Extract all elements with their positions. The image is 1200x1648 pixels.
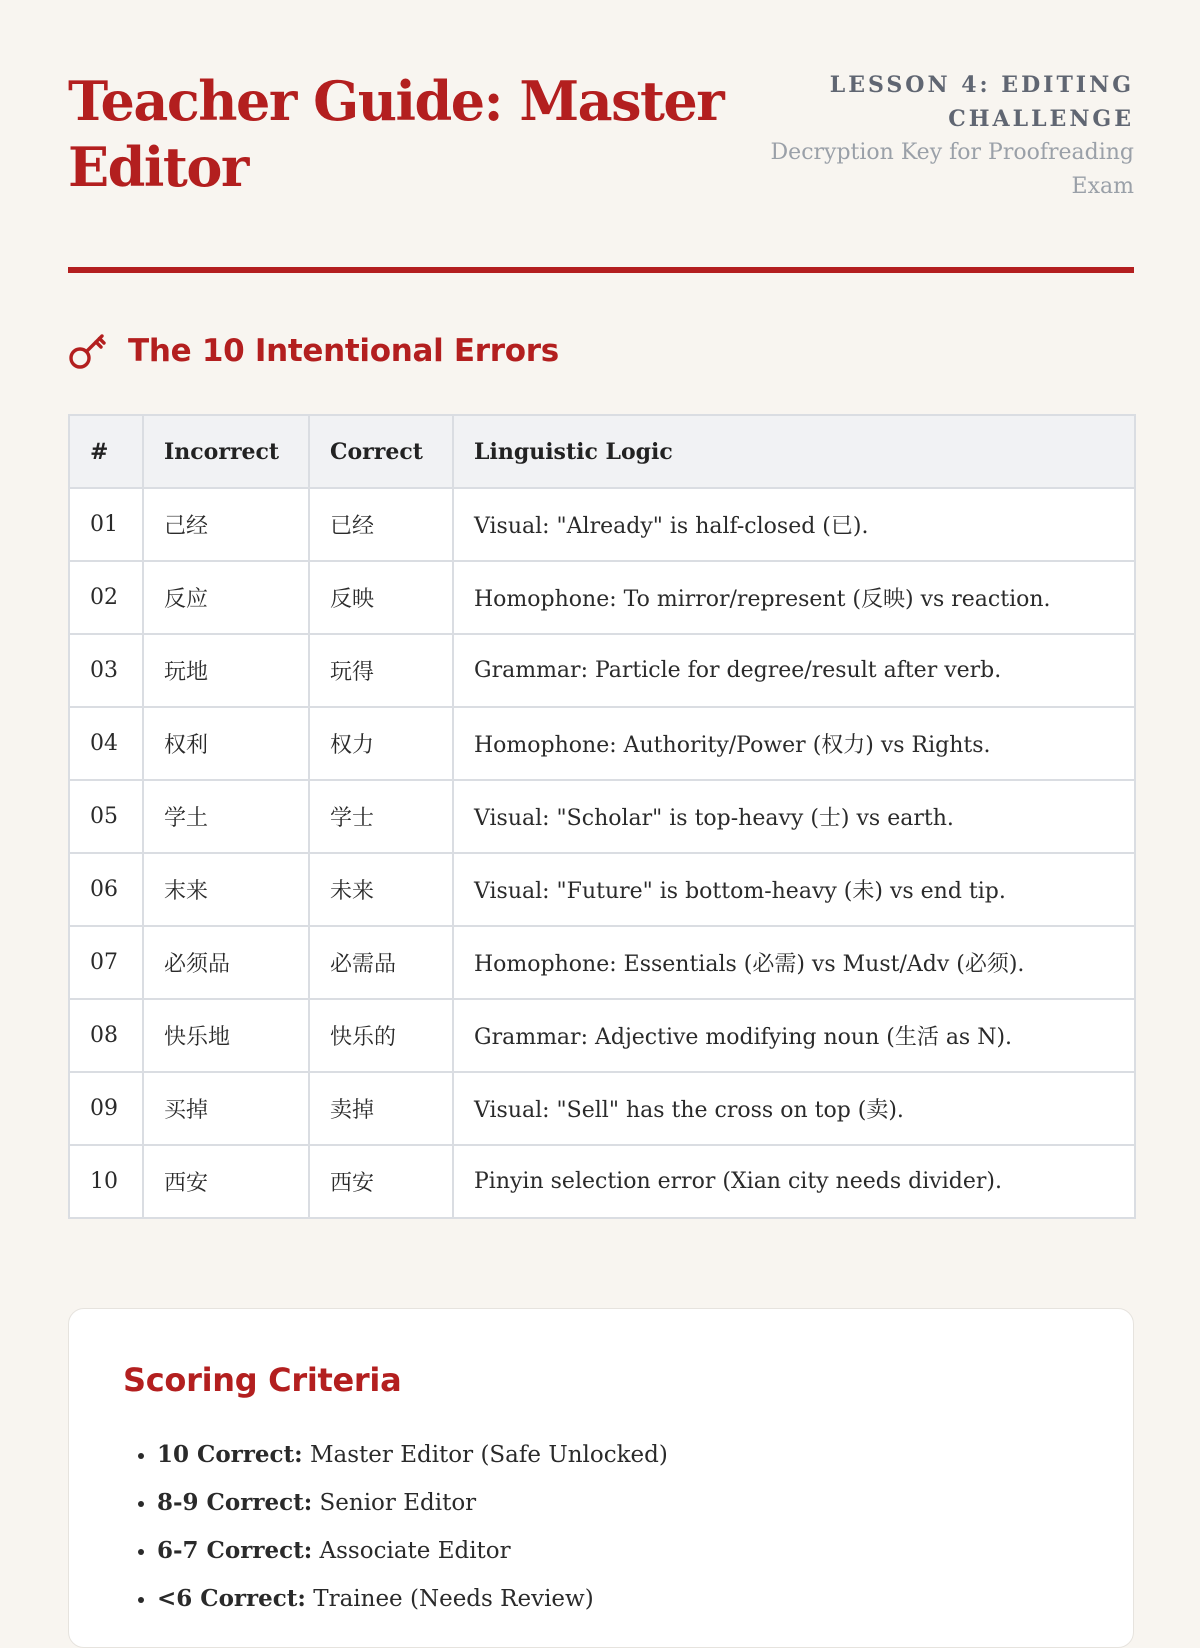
row-number: 03 [69, 634, 143, 707]
table-row [69, 1072, 1135, 1145]
linguistic-logic: Homophone: Essentials (必需) vs Must/Adv (必须). [453, 926, 1135, 999]
scoring-item-text: Associate Editor [312, 1538, 511, 1564]
lesson-subtitle: Decryption Key for Proofreading Exam [770, 140, 1134, 199]
incorrect-term: 玩地 [143, 634, 309, 707]
key-icon [68, 331, 108, 371]
row-number: 09 [69, 1072, 143, 1145]
scoring-item-text: Master Editor (Safe Unlocked) [302, 1442, 668, 1468]
correct-term: 必需品 [309, 926, 453, 999]
scoring-item-label: 6-7 Correct: [157, 1537, 313, 1564]
row-number: 01 [69, 488, 143, 561]
correct-term: 学士 [309, 780, 453, 853]
correct-term: 西安 [309, 1145, 453, 1218]
incorrect-term: 学土 [143, 780, 309, 853]
table-row [69, 1145, 1135, 1218]
linguistic-logic: Homophone: To mirror/represent (反映) vs reaction. [453, 561, 1135, 634]
linguistic-logic: Grammar: Adjective modifying noun (生活 as N). [453, 999, 1135, 1072]
table-body [69, 488, 1135, 1218]
scoring-item-text: Trainee (Needs Review) [305, 1586, 594, 1612]
scoring-list [123, 1431, 668, 1623]
page-title: Teacher Guide: Master Editor [68, 69, 724, 199]
row-number: 05 [69, 780, 143, 853]
correct-term: 卖掉 [309, 1072, 453, 1145]
incorrect-term: 己经 [143, 488, 309, 561]
table-header-row [69, 415, 1135, 488]
row-number: 07 [69, 926, 143, 999]
column-header: Incorrect [143, 415, 309, 488]
correct-term: 权力 [309, 707, 453, 780]
section-title: The 10 Intentional Errors [128, 333, 559, 369]
incorrect-term: 快乐地 [143, 999, 309, 1072]
linguistic-logic: Visual: "Already" is half-closed (已). [453, 488, 1135, 561]
scoring-item-label: <6 Correct: [157, 1585, 306, 1612]
scoring-item [157, 1479, 668, 1527]
scoring-item-label: 10 Correct: [157, 1441, 303, 1468]
table-row [69, 707, 1135, 780]
errors-table [68, 414, 1136, 1219]
scoring-item [157, 1431, 668, 1479]
column-header: Linguistic Logic [453, 415, 1135, 488]
table-row [69, 853, 1135, 926]
incorrect-term: 反应 [143, 561, 309, 634]
correct-term: 反映 [309, 561, 453, 634]
errors-section-header [68, 326, 559, 376]
linguistic-logic: Visual: "Scholar" is top-heavy (士) vs earth. [453, 780, 1135, 853]
lesson-info [744, 68, 1134, 204]
table-row [69, 780, 1135, 853]
correct-term: 未来 [309, 853, 453, 926]
scoring-item-text: Senior Editor [312, 1490, 477, 1516]
table-row [69, 561, 1135, 634]
column-header: Correct [309, 415, 453, 488]
linguistic-logic: Visual: "Sell" has the cross on top (卖). [453, 1072, 1135, 1145]
row-number: 02 [69, 561, 143, 634]
linguistic-logic: Pinyin selection error (Xian city needs divider). [453, 1145, 1135, 1218]
scoring-item [157, 1575, 668, 1623]
table-row [69, 999, 1135, 1072]
row-number: 04 [69, 707, 143, 780]
correct-term: 玩得 [309, 634, 453, 707]
incorrect-term: 权利 [143, 707, 309, 780]
table-row [69, 926, 1135, 999]
linguistic-logic: Visual: "Future" is bottom-heavy (未) vs end tip. [453, 853, 1135, 926]
scoring-item [157, 1527, 668, 1575]
linguistic-logic: Homophone: Authority/Power (权力) vs Rights. [453, 707, 1135, 780]
table-row [69, 634, 1135, 707]
scoring-item-label: 8-9 Correct: [157, 1489, 313, 1516]
correct-term: 已经 [309, 488, 453, 561]
incorrect-term: 必须品 [143, 926, 309, 999]
correct-term: 快乐的 [309, 999, 453, 1072]
linguistic-logic: Grammar: Particle for degree/result after verb. [453, 634, 1135, 707]
header-divider [68, 267, 1134, 273]
row-number: 08 [69, 999, 143, 1072]
scoring-card [68, 1308, 1134, 1648]
incorrect-term: 西安 [143, 1145, 309, 1218]
table-row [69, 488, 1135, 561]
incorrect-term: 末来 [143, 853, 309, 926]
row-number: 06 [69, 853, 143, 926]
row-number: 10 [69, 1145, 143, 1218]
header [68, 68, 1134, 208]
incorrect-term: 买掉 [143, 1072, 309, 1145]
scoring-title: Scoring Criteria [123, 1361, 402, 1399]
lesson-label: LESSON 4: EDITING CHALLENGE [829, 72, 1134, 132]
column-header: # [69, 415, 143, 488]
